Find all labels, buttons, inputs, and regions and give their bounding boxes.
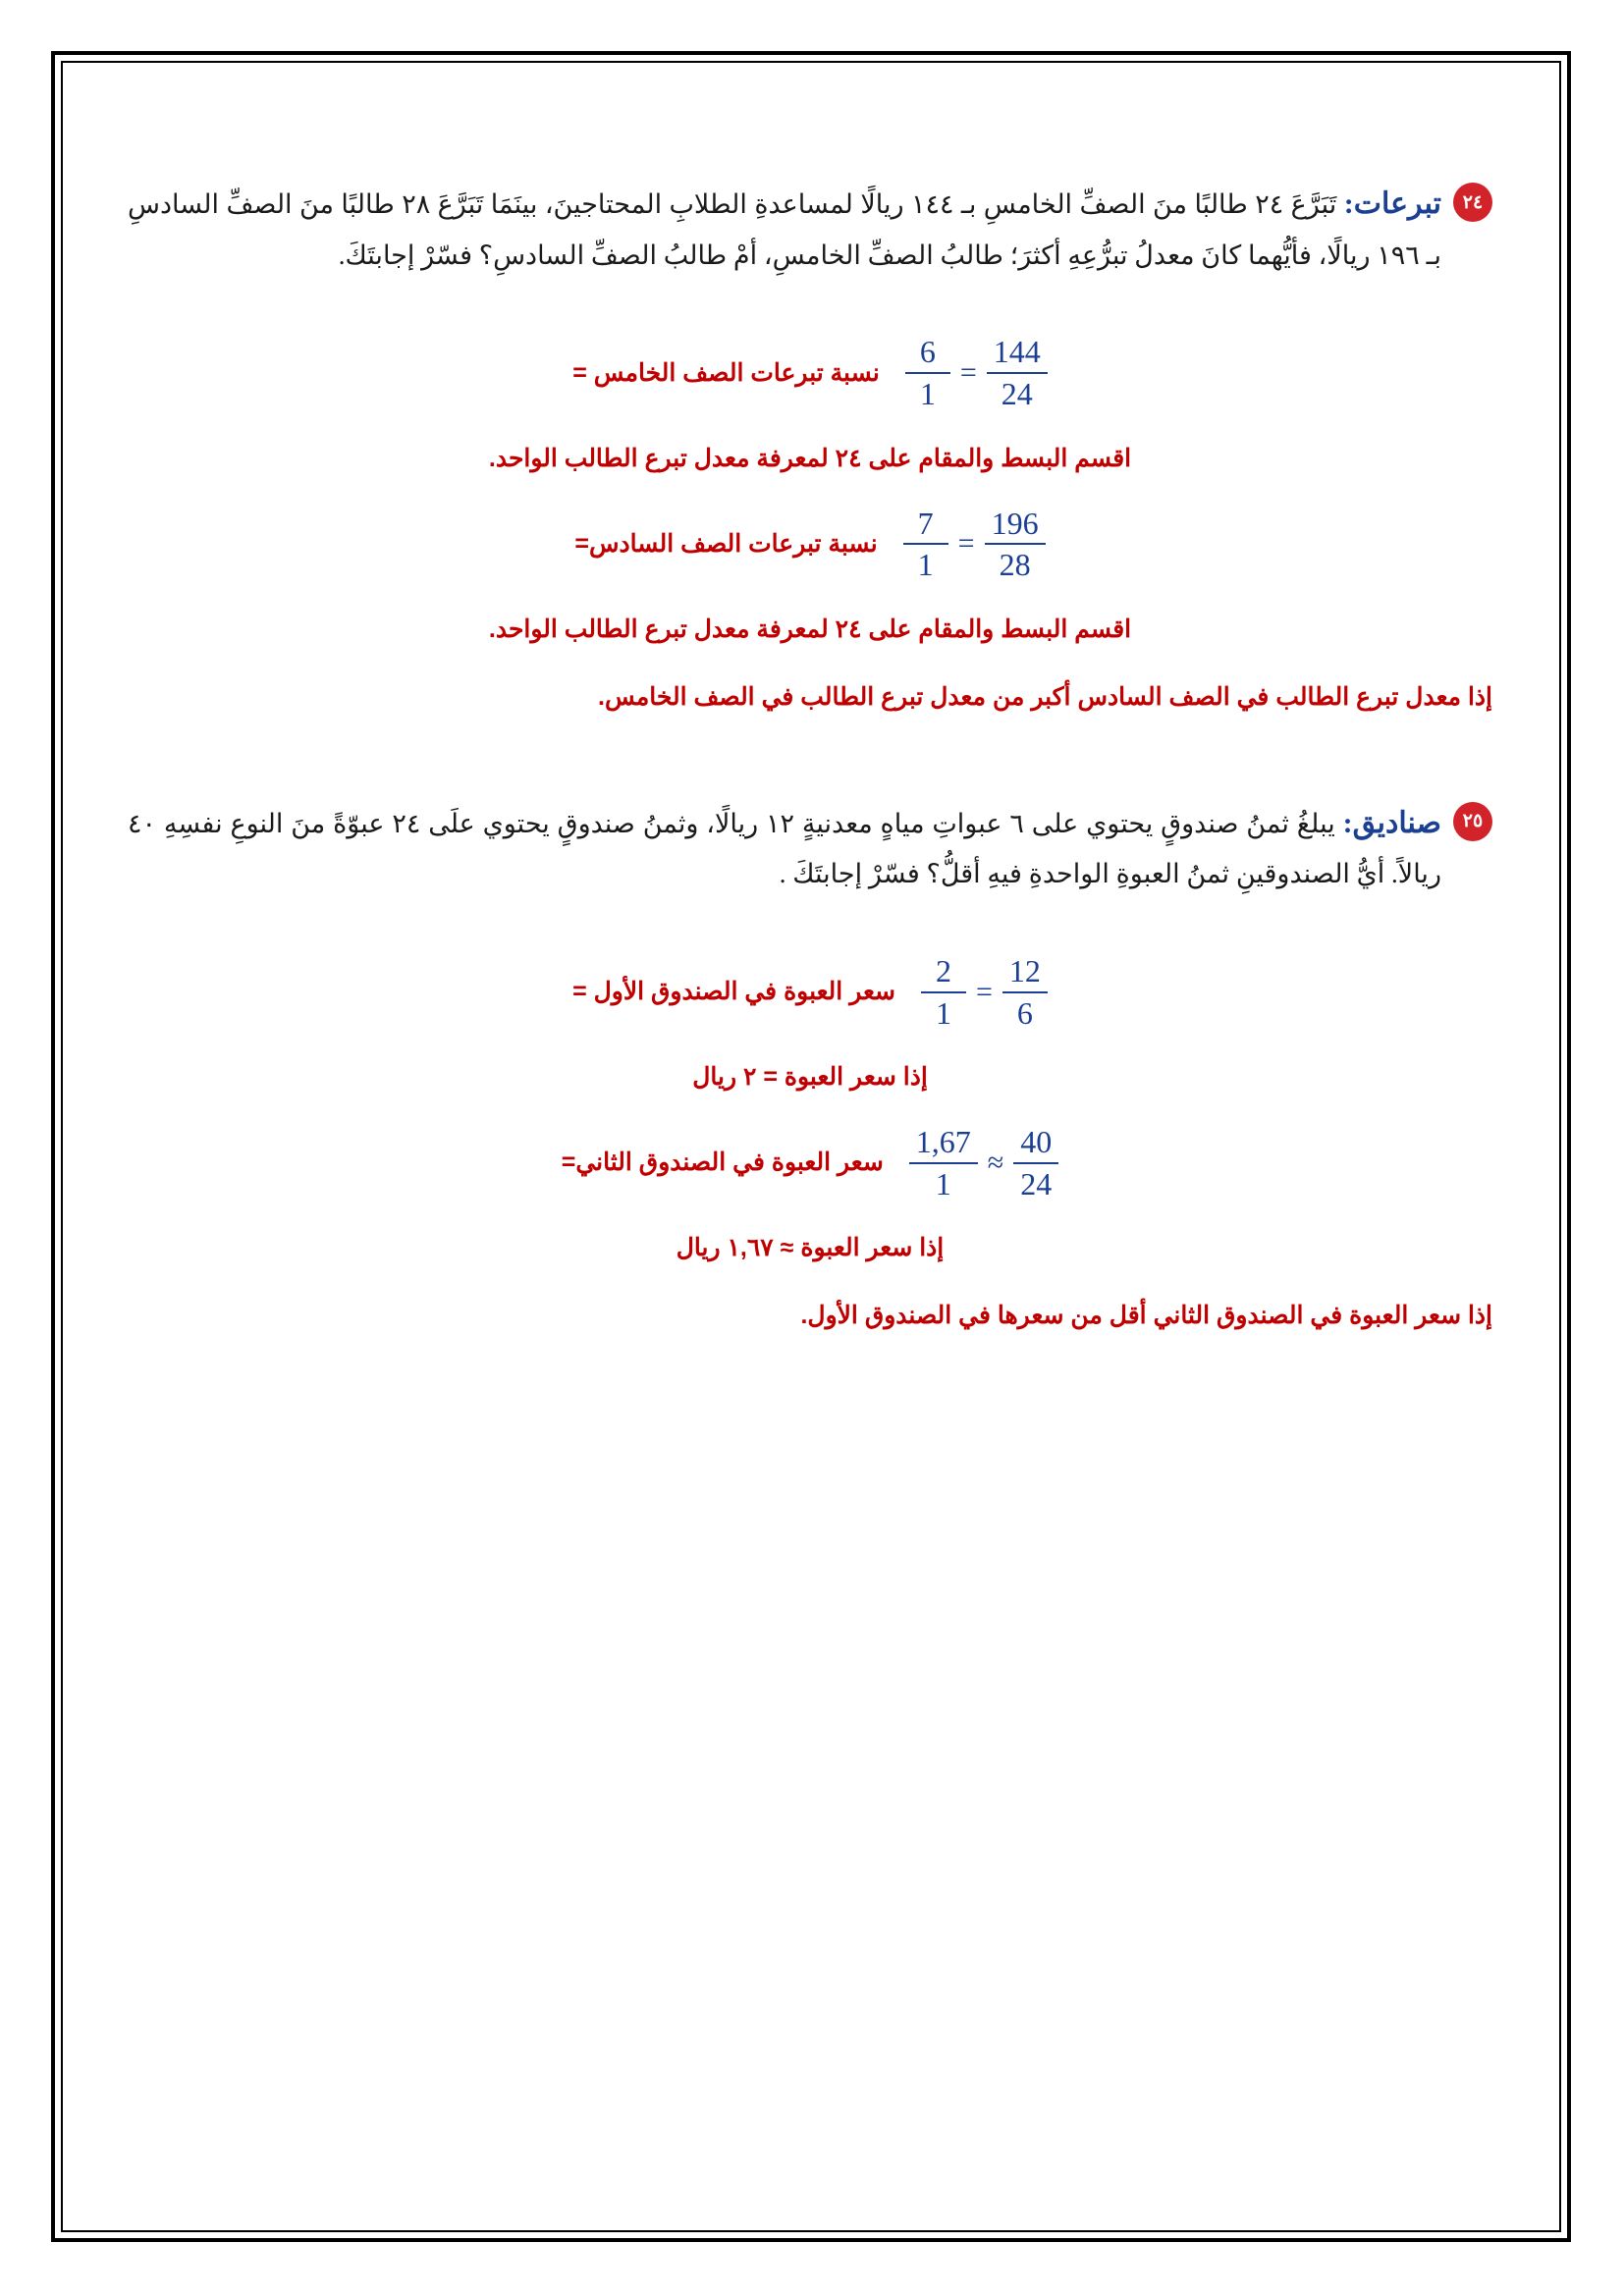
problem-24-header [128,177,1492,280]
fraction-bar [985,543,1046,545]
fraction-numerator: 1,67 [915,1124,971,1160]
fraction-numerator: 196 [991,505,1039,541]
fraction-bar [903,543,948,545]
fraction-2-over-1 [921,954,966,1030]
fraction-144-over-24 [987,335,1048,410]
fraction-numerator: 144 [993,334,1041,370]
fraction-numerator: 6 [919,334,936,370]
answer-25-math-2 [909,1125,1058,1201]
answer-24-line-1 [128,335,1492,410]
fraction-196-over-28 [985,507,1046,582]
fraction-denominator: 1 [917,547,934,583]
problem-25-stem-text: يبلغُ ثمنُ صندوقٍ يحتوي على ٦ عبواتِ مياهٍ معدنيةٍ ١٢ ريالًا، وثمنُ صندوقٍ يحتوي علَى ٢٤ عبوّةً منَ النوعِ نفسِهِ ٤٠ ريالاً. أيُّ الصندوقينِ ثمنُ العبوةِ الواحدةِ فيهِ أقلُّ؟ فسّرْ إجابتَكَ . [128,808,1441,889]
problem-25-number-badge: ٢٥ [1453,802,1492,841]
problem-24-keyword: تبرعات: [1343,187,1441,220]
answer-25-line-3 [128,1125,1492,1201]
fraction-bar [1013,1162,1058,1164]
answer-25-math-1 [921,954,1048,1030]
fraction-bar [1002,991,1048,993]
page-content [128,177,1492,1362]
equals-sign: = [957,527,975,561]
fraction-bar [987,372,1048,374]
problem-24-stem-text: تَبَرَّعَ ٢٤ طالبًا منَ الصفِّ الخامسِ بـ ١٤٤ ريالًا لمساعدةِ الطلابِ المحتاجينَ، بينَمَا تَبَرَّعَ ٢٨ طالبًا منَ الصفِّ السادسِ بـ ١٩٦ ريالًا، فأيُّهما كانَ معدلُ تبرُّعِهِ أكثرَ؛ طالبُ الصفِّ الخامسِ، أمْ طالبُ الصفِّ السادسِ؟ فسّرْ إجابتَكَ. [128,189,1441,270]
fraction-167-over-1 [909,1125,978,1201]
fraction-denominator: 24 [1001,375,1033,411]
answer-25-line-1 [128,954,1492,1030]
answer-25-conclusion: إذا سعر العبوة في الصندوق الثاني أقل من سعرها في الصندوق الأول. [800,1302,1492,1330]
answer-24-label-2: نسبة تبرعات الصف السادس= [574,529,878,558]
answer-24-label-1: نسبة تبرعات الصف الخامس = [572,358,880,387]
fraction-denominator: 1 [919,375,936,411]
problem-24 [128,177,1492,720]
fraction-denominator: 6 [1016,994,1033,1031]
answer-24-line-3 [128,507,1492,582]
answer-24-line-2: اقسم البسط والمقام على ٢٤ لمعرفة معدل تبرع الطالب الواحد. [488,444,1132,472]
fraction-bar [905,372,950,374]
answer-25-line-2: إذا سعر العبوة = ٢ ريال [692,1063,928,1092]
fraction-denominator: 1 [935,1165,951,1201]
answer-24-conclusion: إذا معدل تبرع الطالب في الصف السادس أكبر من معدل تبرع الطالب في الصف الخامس. [598,682,1492,711]
fraction-numerator: 2 [936,953,951,989]
equals-sign: = [976,975,993,1008]
fraction-7-over-1 [903,507,948,582]
equals-sign: = [959,355,977,389]
answer-25-label-1: سعر العبوة في الصندوق الأول = [572,978,895,1006]
fraction-6-over-1 [905,335,950,410]
fraction-bar [921,991,966,993]
problem-24-statement [128,177,1441,280]
fraction-numerator: 40 [1020,1124,1053,1160]
problem-25-header [128,796,1492,899]
fraction-denominator: 28 [999,547,1031,583]
approx-sign: ≈ [987,1146,1004,1179]
fraction-12-over-6 [1002,954,1048,1030]
fraction-denominator: 1 [936,994,951,1031]
fraction-numerator: 7 [917,505,934,541]
fraction-denominator: 24 [1020,1165,1053,1201]
problem-25-keyword: صناديق: [1342,806,1442,839]
answer-24-line-4: اقسم البسط والمقام على ٢٤ لمعرفة معدل تبرع الطالب الواحد. [488,614,1132,643]
fraction-numerator: 12 [1008,953,1041,989]
answer-24-math-1 [905,335,1048,410]
answer-25-label-2: سعر العبوة في الصندوق الثاني= [561,1148,884,1177]
answer-24-math-2 [903,507,1046,582]
fraction-bar [909,1162,978,1164]
problem-25 [128,796,1492,1339]
fraction-40-over-24 [1013,1125,1058,1201]
problem-24-number-badge: ٢٤ [1453,183,1492,222]
problem-25-statement [128,796,1441,899]
answer-25-line-4: إذا سعر العبوة ≈ ١,٦٧ ريال [676,1234,945,1262]
